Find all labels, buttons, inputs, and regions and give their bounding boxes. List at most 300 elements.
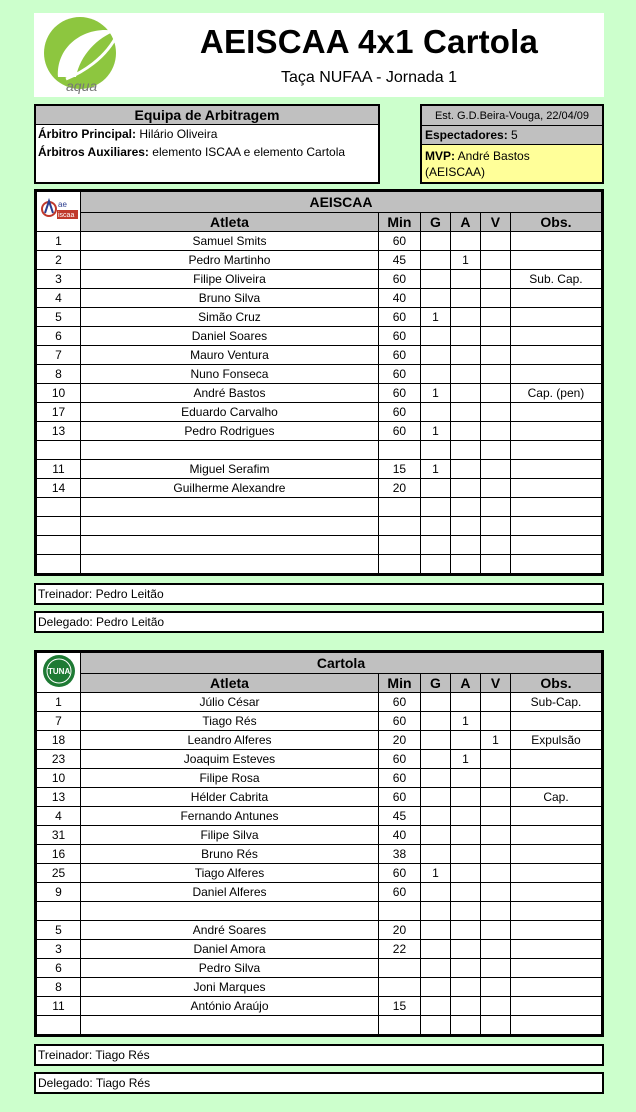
table-row xyxy=(37,959,602,978)
col-goals: G xyxy=(420,674,450,693)
athlete-cell: Pedro Rodrigues xyxy=(81,422,379,441)
table-row xyxy=(37,693,602,712)
away-crest-text: TUNA xyxy=(47,667,70,676)
red-card-cell xyxy=(480,997,510,1016)
minutes-cell: 60 xyxy=(378,788,420,807)
athlete-cell xyxy=(81,536,379,555)
minutes-cell xyxy=(378,959,420,978)
athlete-cell: Daniel Alferes xyxy=(81,883,379,902)
number-cell: 3 xyxy=(37,940,81,959)
number-cell: 4 xyxy=(37,289,81,308)
assists-cell xyxy=(450,864,480,883)
observations-cell xyxy=(510,498,601,517)
assists-cell xyxy=(450,1016,480,1035)
red-card-cell xyxy=(480,536,510,555)
assists-cell xyxy=(450,555,480,574)
minutes-cell: 15 xyxy=(378,460,420,479)
table-row xyxy=(37,864,602,883)
assistant-referees-value: elemento ISCAA e elemento Cartola xyxy=(152,145,346,159)
table-row xyxy=(37,232,602,251)
number-cell: 6 xyxy=(37,327,81,346)
red-card-cell xyxy=(480,327,510,346)
table-row xyxy=(37,308,602,327)
athlete-cell xyxy=(81,498,379,517)
goals-cell xyxy=(420,403,450,422)
red-card-cell xyxy=(480,384,510,403)
red-card-cell xyxy=(480,232,510,251)
assists-cell xyxy=(450,536,480,555)
athlete-cell: Nuno Fonseca xyxy=(81,365,379,384)
table-row xyxy=(37,978,602,997)
table-row xyxy=(37,289,602,308)
minutes-cell: 60 xyxy=(378,712,420,731)
red-card-cell xyxy=(480,845,510,864)
number-cell: 1 xyxy=(37,693,81,712)
assists-cell xyxy=(450,327,480,346)
table-row xyxy=(37,788,602,807)
observations-cell xyxy=(510,251,601,270)
col-obs: Obs. xyxy=(510,674,601,693)
number-cell: 31 xyxy=(37,826,81,845)
goals-cell xyxy=(420,826,450,845)
goals-cell xyxy=(420,959,450,978)
minutes-cell xyxy=(378,517,420,536)
athlete-cell: Bruno Silva xyxy=(81,289,379,308)
athlete-cell: Pedro Martinho xyxy=(81,251,379,270)
red-card-cell xyxy=(480,769,510,788)
athlete-cell: Eduardo Carvalho xyxy=(81,403,379,422)
assists-cell xyxy=(450,845,480,864)
col-athlete: Atleta xyxy=(81,213,379,232)
spectators xyxy=(422,126,602,145)
athlete-cell: Mauro Ventura xyxy=(81,346,379,365)
goals-cell xyxy=(420,693,450,712)
athlete-cell: Simão Cruz xyxy=(81,308,379,327)
red-card-cell xyxy=(480,498,510,517)
observations-cell xyxy=(510,346,601,365)
goals-cell xyxy=(420,978,450,997)
col-red: V xyxy=(480,674,510,693)
goals-cell xyxy=(420,232,450,251)
table-row xyxy=(37,517,602,536)
table-row xyxy=(37,845,602,864)
red-card-cell xyxy=(480,555,510,574)
observations-cell xyxy=(510,460,601,479)
assists-cell xyxy=(450,403,480,422)
minutes-cell: 60 xyxy=(378,883,420,902)
goals-cell xyxy=(420,807,450,826)
home-coach: Treinador: Pedro Leitão xyxy=(34,583,604,605)
home-crest-text-1: ae xyxy=(57,200,67,209)
minutes-cell: 22 xyxy=(378,940,420,959)
minutes-cell xyxy=(378,536,420,555)
assists-cell xyxy=(450,807,480,826)
goals-cell xyxy=(420,750,450,769)
mvp-team: (AEISCAA) xyxy=(425,165,486,179)
athlete-cell: Filipe Rosa xyxy=(81,769,379,788)
observations-cell xyxy=(510,555,601,574)
red-card-cell xyxy=(480,346,510,365)
away-coach: Treinador: Tiago Rés xyxy=(34,1044,604,1066)
red-card-cell xyxy=(480,978,510,997)
observations-cell xyxy=(510,536,601,555)
minutes-cell: 60 xyxy=(378,308,420,327)
goals-cell xyxy=(420,365,450,384)
red-card-cell xyxy=(480,712,510,731)
minutes-cell: 40 xyxy=(378,289,420,308)
observations-cell xyxy=(510,289,601,308)
venue-date: Est. G.D.Beira-Vouga, 22/04/09 xyxy=(422,106,602,126)
athlete-cell: Daniel Amora xyxy=(81,940,379,959)
assists-cell xyxy=(450,517,480,536)
observations-cell: Expulsão xyxy=(510,731,601,750)
assists-cell xyxy=(450,308,480,327)
number-cell: 5 xyxy=(37,308,81,327)
table-row xyxy=(37,1016,602,1035)
goals-cell xyxy=(420,327,450,346)
table-row xyxy=(37,902,602,921)
number-cell xyxy=(37,441,81,460)
observations-cell xyxy=(510,959,601,978)
observations-cell xyxy=(510,479,601,498)
minutes-cell: 20 xyxy=(378,731,420,750)
away-delegate: Delegado: Tiago Rés xyxy=(34,1072,604,1094)
goals-cell: 1 xyxy=(420,460,450,479)
red-card-cell xyxy=(480,902,510,921)
observations-cell xyxy=(510,807,601,826)
col-obs: Obs. xyxy=(510,213,601,232)
referees-box xyxy=(34,104,380,184)
number-cell: 17 xyxy=(37,403,81,422)
goals-cell xyxy=(420,555,450,574)
referees-heading: Equipa de Arbitragem xyxy=(36,106,378,125)
home-team-table xyxy=(34,189,604,576)
goals-cell xyxy=(420,788,450,807)
number-cell: 4 xyxy=(37,807,81,826)
goals-cell xyxy=(420,289,450,308)
goals-cell: 1 xyxy=(420,864,450,883)
table-row xyxy=(37,940,602,959)
minutes-cell: 40 xyxy=(378,826,420,845)
goals-cell xyxy=(420,883,450,902)
goals-cell xyxy=(420,346,450,365)
goals-cell: 1 xyxy=(420,308,450,327)
assists-cell xyxy=(450,441,480,460)
number-cell: 14 xyxy=(37,479,81,498)
observations-cell xyxy=(510,769,601,788)
aqua-logo xyxy=(36,15,136,95)
observations-cell xyxy=(510,826,601,845)
home-delegate: Delegado: Pedro Leitão xyxy=(34,611,604,633)
main-referee-label: Árbitro Principal: xyxy=(38,127,137,141)
minutes-cell: 60 xyxy=(378,864,420,883)
number-cell: 7 xyxy=(37,712,81,731)
red-card-cell xyxy=(480,693,510,712)
assists-cell xyxy=(450,978,480,997)
mvp-label: MVP: xyxy=(425,149,455,163)
observations-cell xyxy=(510,712,601,731)
goals-cell xyxy=(420,251,450,270)
athlete-cell: Leandro Alferes xyxy=(81,731,379,750)
assistant-referees-label: Árbitros Auxiliares: xyxy=(38,145,149,159)
assists-cell xyxy=(450,365,480,384)
observations-cell xyxy=(510,422,601,441)
col-goals: G xyxy=(420,213,450,232)
number-cell: 10 xyxy=(37,384,81,403)
main-referee-value: Hilário Oliveira xyxy=(139,127,218,141)
athlete-cell xyxy=(81,517,379,536)
minutes-cell: 60 xyxy=(378,327,420,346)
assists-cell xyxy=(450,826,480,845)
col-min: Min xyxy=(378,213,420,232)
red-card-cell xyxy=(480,289,510,308)
observations-cell xyxy=(510,997,601,1016)
minutes-cell: 60 xyxy=(378,422,420,441)
home-team-name: AEISCAA xyxy=(81,192,602,213)
table-row xyxy=(37,997,602,1016)
number-cell: 5 xyxy=(37,921,81,940)
red-card-cell xyxy=(480,403,510,422)
goals-cell: 1 xyxy=(420,384,450,403)
assists-cell xyxy=(450,460,480,479)
observations-cell: Sub-Cap. xyxy=(510,693,601,712)
goals-cell xyxy=(420,270,450,289)
observations-cell xyxy=(510,327,601,346)
match-info-box xyxy=(420,104,604,184)
assists-cell: 1 xyxy=(450,251,480,270)
assists-cell xyxy=(450,959,480,978)
col-assists: A xyxy=(450,213,480,232)
table-row xyxy=(37,384,602,403)
red-card-cell xyxy=(480,864,510,883)
table-row xyxy=(37,403,602,422)
table-row xyxy=(37,251,602,270)
athlete-cell xyxy=(81,902,379,921)
observations-cell: Sub. Cap. xyxy=(510,270,601,289)
table-row xyxy=(37,327,602,346)
assists-cell xyxy=(450,289,480,308)
number-cell: 11 xyxy=(37,460,81,479)
number-cell: 10 xyxy=(37,769,81,788)
red-card-cell xyxy=(480,921,510,940)
assists-cell xyxy=(450,479,480,498)
minutes-cell: 60 xyxy=(378,750,420,769)
red-card-cell xyxy=(480,479,510,498)
goals-cell xyxy=(420,517,450,536)
assists-cell xyxy=(450,232,480,251)
observations-cell xyxy=(510,978,601,997)
number-cell: 13 xyxy=(37,422,81,441)
athlete-cell: André Soares xyxy=(81,921,379,940)
red-card-cell: 1 xyxy=(480,731,510,750)
table-row xyxy=(37,346,602,365)
mvp xyxy=(422,145,602,182)
red-card-cell xyxy=(480,940,510,959)
goals-cell xyxy=(420,479,450,498)
assists-cell xyxy=(450,422,480,441)
minutes-cell xyxy=(378,902,420,921)
assists-cell xyxy=(450,902,480,921)
red-card-cell xyxy=(480,883,510,902)
red-card-cell xyxy=(480,441,510,460)
assists-cell xyxy=(450,498,480,517)
away-crest-icon xyxy=(41,653,77,689)
table-row xyxy=(37,826,602,845)
logo-text: aqua xyxy=(66,78,98,94)
table-row xyxy=(37,769,602,788)
athlete-cell: Samuel Smits xyxy=(81,232,379,251)
athlete-cell: Bruno Rés xyxy=(81,845,379,864)
minutes-cell xyxy=(378,498,420,517)
red-card-cell xyxy=(480,1016,510,1035)
athlete-cell: António Araújo xyxy=(81,997,379,1016)
number-cell: 8 xyxy=(37,978,81,997)
number-cell: 11 xyxy=(37,997,81,1016)
table-row xyxy=(37,883,602,902)
spectators-value: 5 xyxy=(511,128,518,142)
observations-cell xyxy=(510,232,601,251)
assists-cell xyxy=(450,921,480,940)
observations-cell xyxy=(510,845,601,864)
red-card-cell xyxy=(480,750,510,769)
assistant-referees xyxy=(36,143,378,161)
goals-cell xyxy=(420,536,450,555)
minutes-cell: 45 xyxy=(378,807,420,826)
col-assists: A xyxy=(450,674,480,693)
home-crest xyxy=(37,192,81,232)
observations-cell xyxy=(510,940,601,959)
table-row xyxy=(37,921,602,940)
athlete-cell: Joaquim Esteves xyxy=(81,750,379,769)
number-cell: 8 xyxy=(37,365,81,384)
assists-cell xyxy=(450,731,480,750)
athlete-cell: Daniel Soares xyxy=(81,327,379,346)
mvp-value: André Bastos xyxy=(457,149,530,163)
assists-cell xyxy=(450,346,480,365)
goals-cell xyxy=(420,902,450,921)
minutes-cell: 45 xyxy=(378,251,420,270)
goals-cell xyxy=(420,1016,450,1035)
observations-cell xyxy=(510,1016,601,1035)
red-card-cell xyxy=(480,826,510,845)
red-card-cell xyxy=(480,460,510,479)
table-row xyxy=(37,731,602,750)
number-cell xyxy=(37,1016,81,1035)
number-cell xyxy=(37,517,81,536)
minutes-cell: 60 xyxy=(378,232,420,251)
observations-cell xyxy=(510,308,601,327)
athlete-cell xyxy=(81,1016,379,1035)
red-card-cell xyxy=(480,959,510,978)
page-subtitle: Taça NUFAA - Jornada 1 xyxy=(280,69,458,86)
observations-cell xyxy=(510,883,601,902)
athlete-cell: Júlio César xyxy=(81,693,379,712)
observations-cell xyxy=(510,921,601,940)
home-crest-text-2: iscaa xyxy=(57,212,74,219)
observations-cell xyxy=(510,441,601,460)
away-team-table xyxy=(34,650,604,1037)
red-card-cell xyxy=(480,807,510,826)
goals-cell xyxy=(420,997,450,1016)
assists-cell xyxy=(450,788,480,807)
goals-cell: 1 xyxy=(420,422,450,441)
number-cell: 16 xyxy=(37,845,81,864)
table-row xyxy=(37,555,602,574)
col-red: V xyxy=(480,213,510,232)
observations-cell: Cap. (pen) xyxy=(510,384,601,403)
table-row xyxy=(37,441,602,460)
number-cell: 18 xyxy=(37,731,81,750)
assists-cell xyxy=(450,769,480,788)
number-cell: 25 xyxy=(37,864,81,883)
goals-cell xyxy=(420,731,450,750)
page-title: AEISCAA 4x1 Cartola xyxy=(199,23,539,60)
athlete-cell: André Bastos xyxy=(81,384,379,403)
col-min: Min xyxy=(378,674,420,693)
away-crest xyxy=(37,653,81,693)
observations-cell xyxy=(510,517,601,536)
minutes-cell: 20 xyxy=(378,479,420,498)
number-cell: 7 xyxy=(37,346,81,365)
assists-cell xyxy=(450,384,480,403)
athlete-cell: Tiago Rés xyxy=(81,712,379,731)
observations-cell xyxy=(510,864,601,883)
number-cell: 23 xyxy=(37,750,81,769)
athlete-cell: Pedro Silva xyxy=(81,959,379,978)
table-row xyxy=(37,807,602,826)
match-header xyxy=(34,13,604,97)
athlete-cell: Filipe Silva xyxy=(81,826,379,845)
minutes-cell: 60 xyxy=(378,270,420,289)
observations-cell: Cap. xyxy=(510,788,601,807)
assists-cell xyxy=(450,883,480,902)
athlete-cell: Filipe Oliveira xyxy=(81,270,379,289)
table-row xyxy=(37,460,602,479)
minutes-cell xyxy=(378,555,420,574)
athlete-cell: Guilherme Alexandre xyxy=(81,479,379,498)
goals-cell xyxy=(420,921,450,940)
minutes-cell: 38 xyxy=(378,845,420,864)
table-row xyxy=(37,422,602,441)
athlete-cell: Hélder Cabrita xyxy=(81,788,379,807)
minutes-cell: 60 xyxy=(378,769,420,788)
minutes-cell: 20 xyxy=(378,921,420,940)
number-cell: 9 xyxy=(37,883,81,902)
goals-cell xyxy=(420,940,450,959)
red-card-cell xyxy=(480,788,510,807)
away-team-name: Cartola xyxy=(81,653,602,674)
observations-cell xyxy=(510,902,601,921)
red-card-cell xyxy=(480,365,510,384)
assists-cell xyxy=(450,270,480,289)
number-cell: 3 xyxy=(37,270,81,289)
assists-cell xyxy=(450,997,480,1016)
minutes-cell xyxy=(378,978,420,997)
table-row xyxy=(37,270,602,289)
athlete-cell: Tiago Alferes xyxy=(81,864,379,883)
goals-cell xyxy=(420,441,450,460)
minutes-cell: 60 xyxy=(378,346,420,365)
table-row xyxy=(37,498,602,517)
table-row xyxy=(37,750,602,769)
number-cell xyxy=(37,902,81,921)
table-row xyxy=(37,712,602,731)
observations-cell xyxy=(510,365,601,384)
assists-cell: 1 xyxy=(450,712,480,731)
goals-cell xyxy=(420,498,450,517)
athlete-cell xyxy=(81,441,379,460)
minutes-cell: 60 xyxy=(378,693,420,712)
